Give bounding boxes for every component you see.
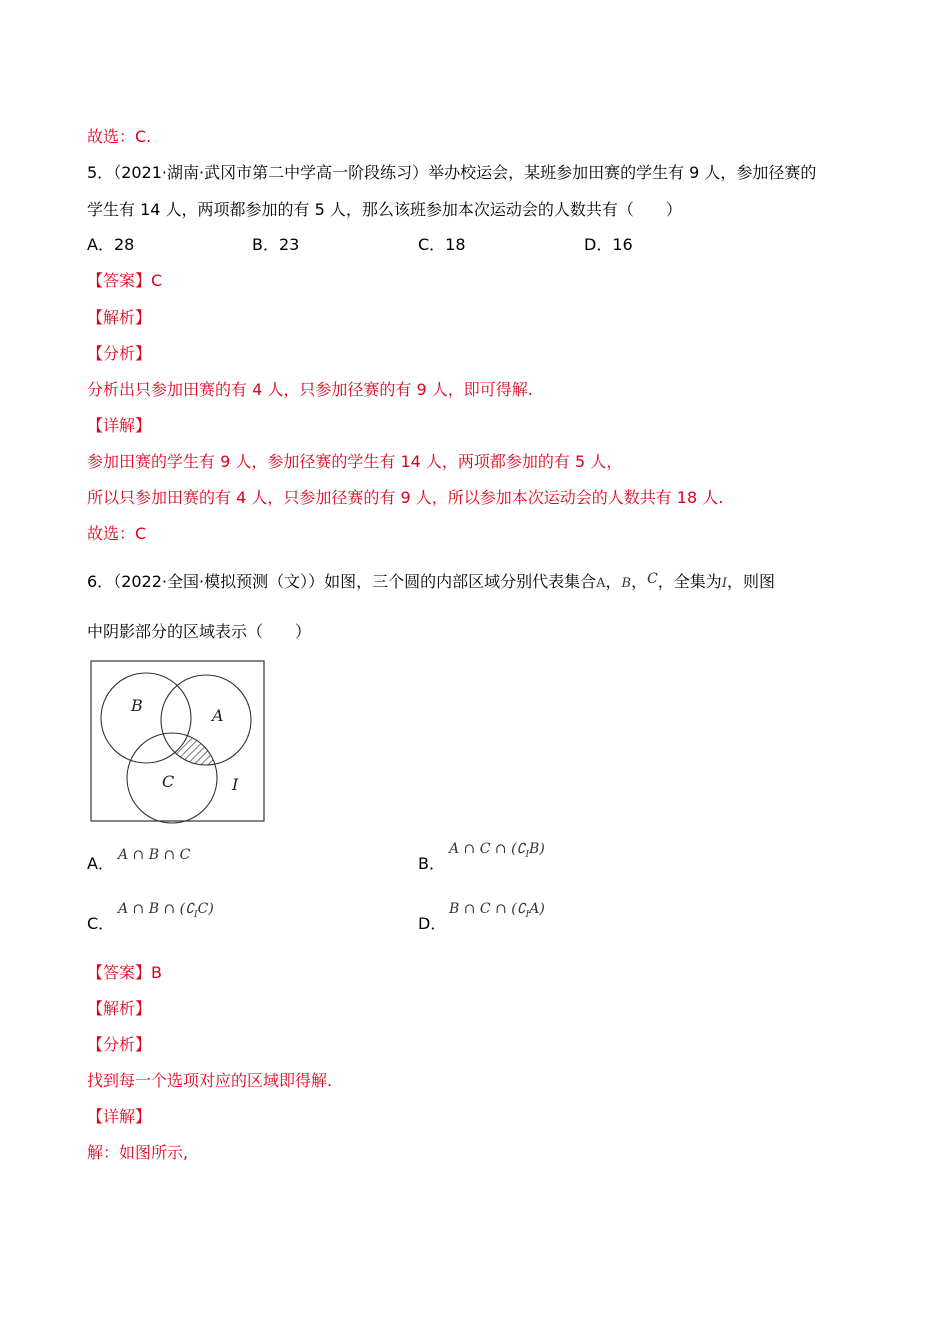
q6-option-c-sub: I	[194, 909, 198, 920]
q6-fenxi-text: 找到每一个选项对应的区域即得解.	[87, 1071, 333, 1090]
q6-detail-text: 解：如图所示,	[87, 1143, 189, 1162]
label-b: B	[131, 696, 143, 715]
q6-option-b-comp: ∁	[516, 841, 526, 857]
q6-option-d-label: D．	[418, 914, 447, 933]
q6-set-b: B	[621, 576, 632, 591]
q6-option-d-expr	[449, 901, 545, 920]
q6-number: 6．	[87, 572, 114, 591]
q6-option-c-comp: ∁	[185, 901, 195, 917]
q6-option-b-label: B．	[418, 854, 445, 873]
q5-analysis-header: 【解析】	[87, 308, 152, 327]
venn-diagram	[88, 658, 268, 824]
q5-number: 5．	[87, 163, 114, 182]
q4-conclusion: 故选：C.	[87, 127, 152, 146]
q5-stem-text1: （2021·湖南·武冈市第二中学高一阶段练习）举办校运会，某班参加田赛的学生有 9 人，参加径赛的	[113, 163, 817, 182]
label-i: I	[232, 775, 239, 794]
q6-option-b-sub: I	[525, 849, 530, 860]
q6-fenxi-header: 【分析】	[87, 1035, 152, 1054]
q6-stem-part1: （2022·全国·模拟预测（文））如图，三个圆的内部区域分别代表集合	[113, 572, 597, 591]
q6-option-d-sub: I	[525, 909, 530, 920]
q6-option-d-comp: ∁	[516, 901, 526, 917]
q6-stem-line2: 中阴影部分的区域表示（ ）	[87, 622, 312, 641]
q5-detail-line2: 所以只参加田赛的有 4 人，只参加径赛的有 9 人，所以参加本次运动会的人数共有 18 人.	[87, 488, 724, 507]
q6-set-i: I	[721, 576, 727, 591]
q5-fenxi-text: 分析出只参加田赛的有 4 人，只参加径赛的有 9 人，即可得解.	[87, 380, 533, 399]
q5-detail-line1: 参加田赛的学生有 9 人，参加径赛的学生有 14 人，两项都参加的有 5 人，	[87, 452, 623, 471]
q6-option-d-end: A)	[529, 901, 545, 917]
q6-answer: 【答案】B	[87, 963, 162, 982]
q6-option-b-expr	[449, 841, 545, 860]
q5-answer: 【答案】C	[87, 271, 163, 290]
q6-option-a-label: A．	[87, 854, 114, 873]
q5-conclusion: 故选：C	[87, 524, 147, 543]
q6-comma1: ，	[605, 572, 622, 591]
q6-stem-line1	[87, 571, 775, 595]
q5-fenxi-header: 【分析】	[87, 344, 152, 363]
q5-stem-line2: 学生有 14 人，两项都参加的有 5 人，那么该班参加本次运动会的人数共有（ ）	[87, 200, 682, 219]
q6-analysis-header: 【解析】	[87, 999, 152, 1018]
q6-comma2: ，	[631, 572, 648, 591]
q6-option-c-expr	[118, 901, 214, 920]
q6-option-d-main: B ∩ C ∩ (	[449, 901, 517, 917]
q5-option-b: B．23	[252, 235, 300, 254]
q6-option-b-main: A ∩ C ∩ (	[449, 841, 517, 857]
q6-stem-part2: ，全集为	[657, 572, 722, 591]
q5-detail-header: 【详解】	[87, 416, 152, 435]
q6-set-a: A	[596, 576, 606, 591]
q5-option-a: A．28	[87, 235, 135, 254]
q6-stem-part3: ，则图	[726, 572, 775, 591]
q6-detail-header: 【详解】	[87, 1107, 152, 1126]
q6-option-a-expr: A ∩ B ∩ C	[118, 847, 191, 863]
q5-stem-line1	[87, 162, 816, 184]
label-a: A	[212, 706, 224, 725]
q6-option-c-main: A ∩ B ∩ (	[118, 901, 186, 917]
q5-option-c: C．18	[418, 235, 466, 254]
q5-option-d: D．16	[584, 235, 633, 254]
label-c: C	[162, 772, 175, 791]
q6-option-b-end: B)	[529, 841, 545, 857]
q6-option-c-end: C)	[197, 901, 214, 917]
q6-set-c: C	[647, 571, 658, 587]
q6-option-c-label: C．	[87, 914, 115, 933]
